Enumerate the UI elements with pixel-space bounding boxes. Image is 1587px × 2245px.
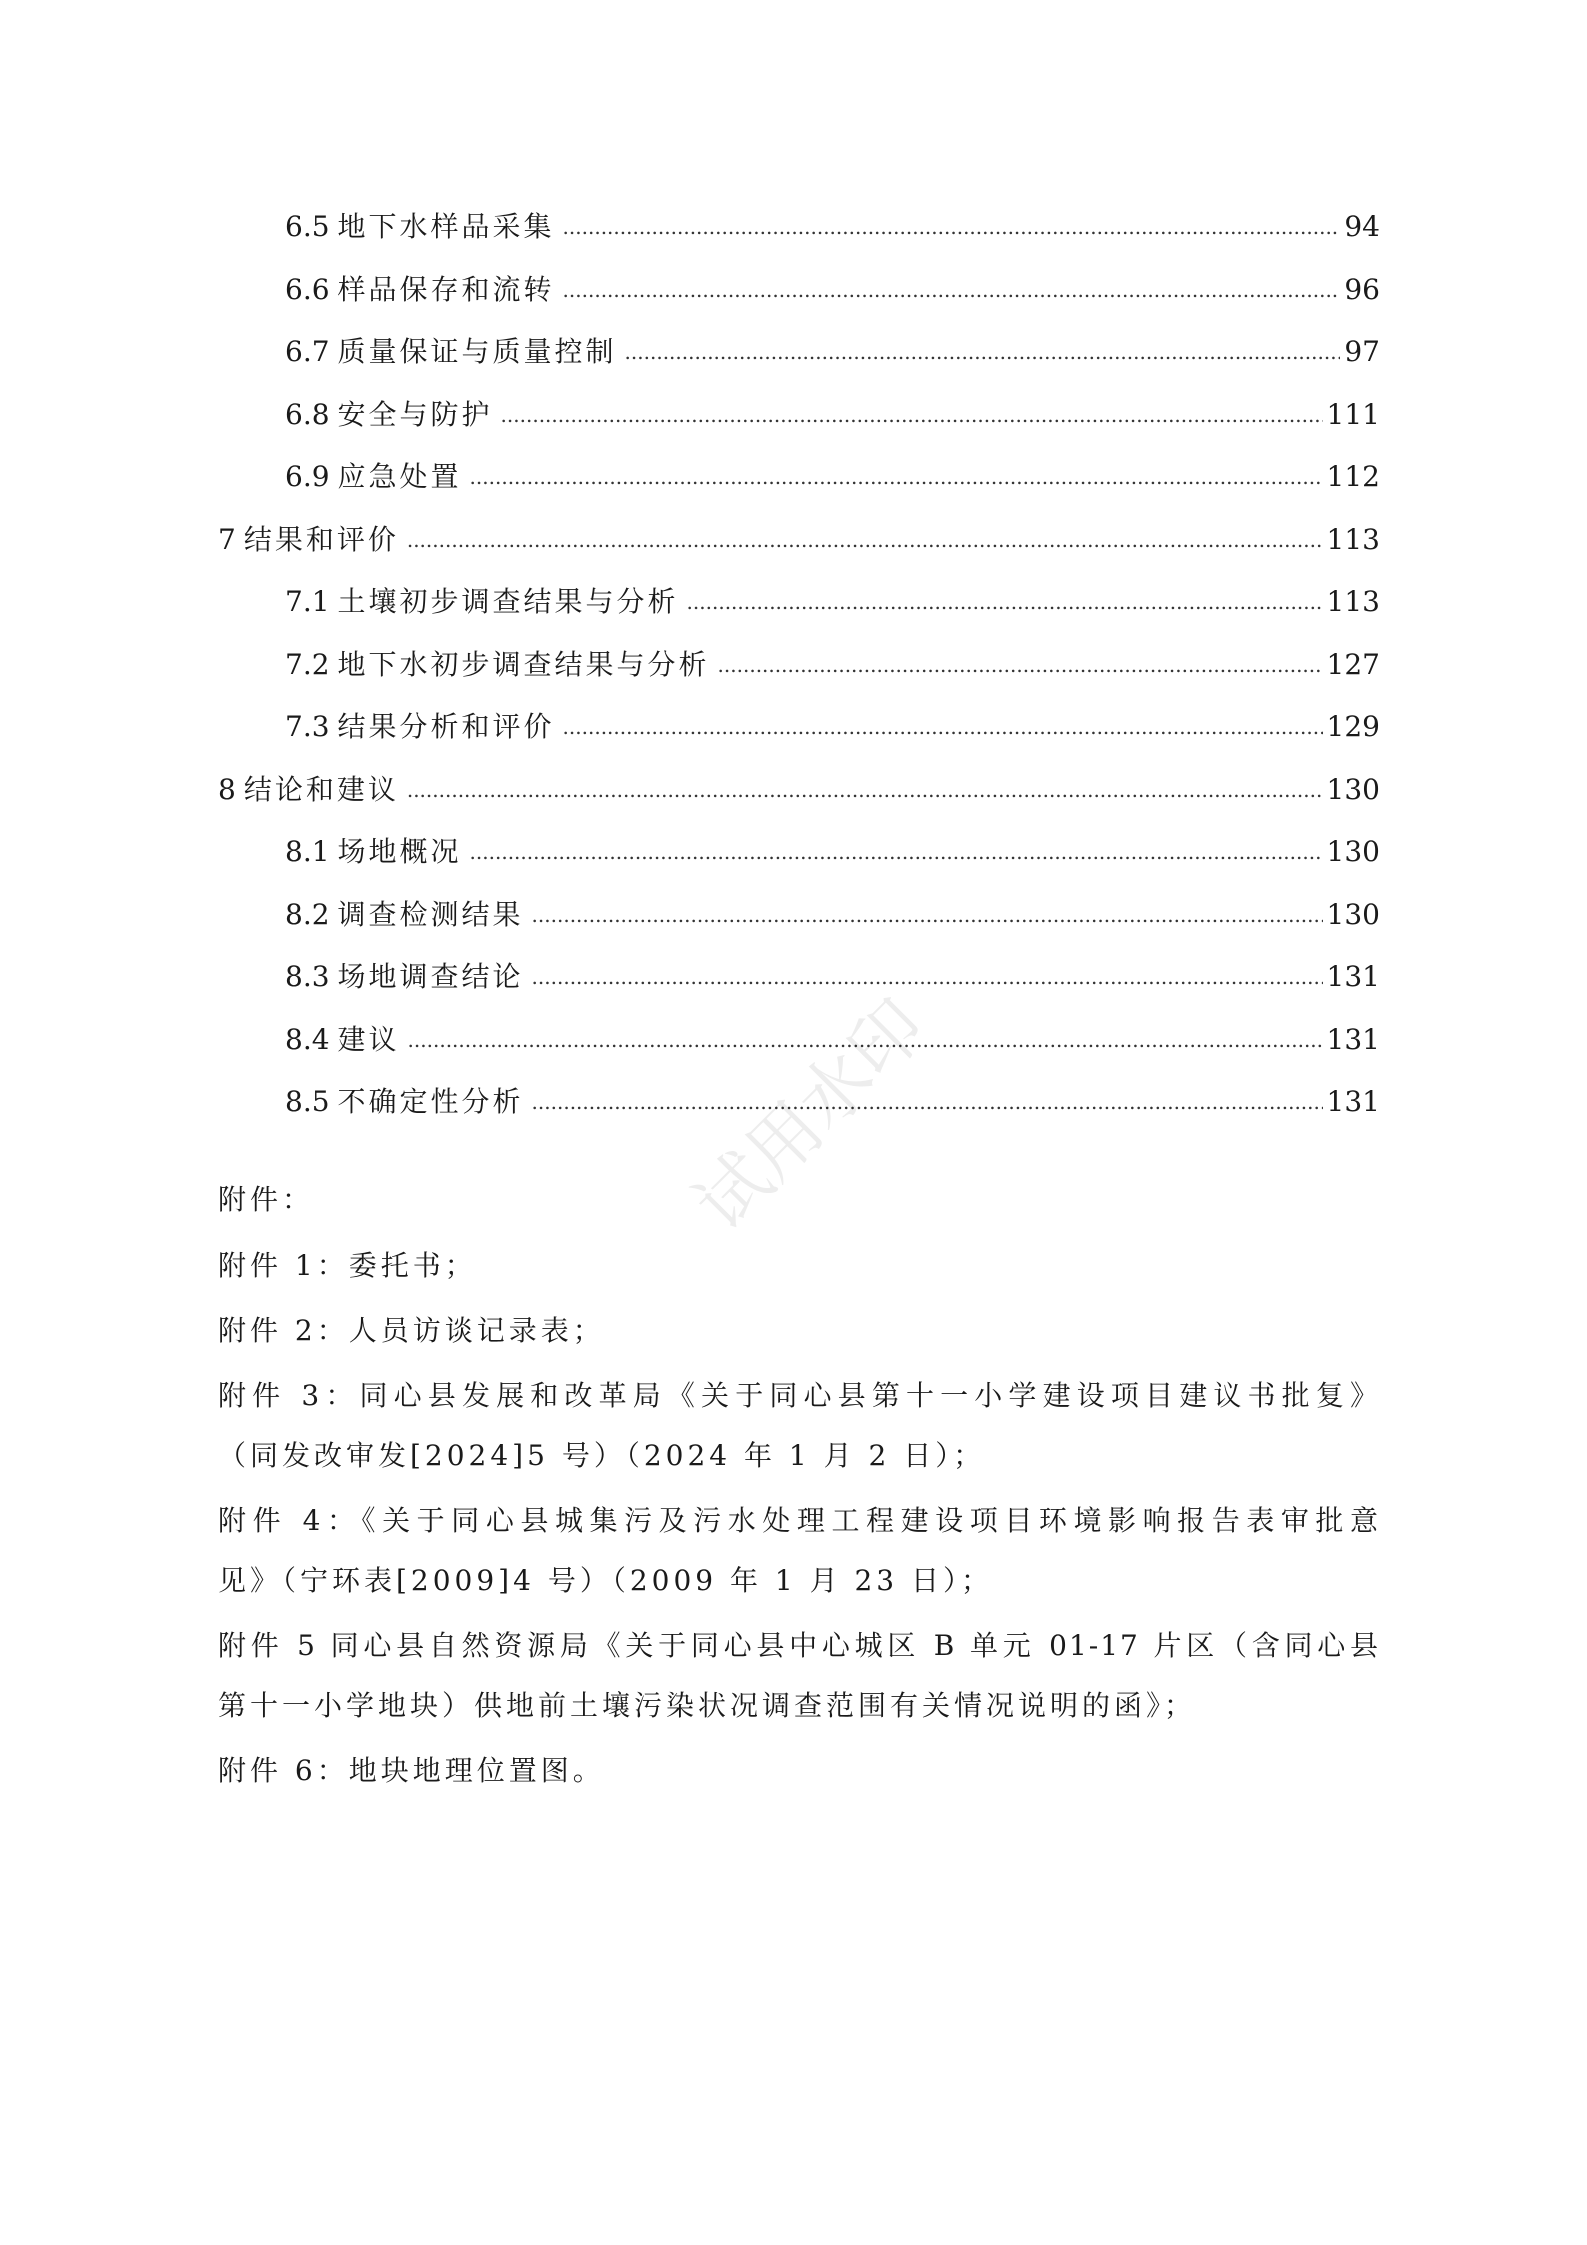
toc-dot-leader — [718, 653, 1323, 677]
toc-entry[interactable] — [285, 205, 1380, 245]
attachment-line: 附件 2：人员访谈记录表； — [218, 1314, 605, 1347]
toc-entry-page: 130 — [1326, 898, 1380, 931]
toc-dot-leader — [470, 465, 1323, 489]
toc-entry[interactable] — [285, 643, 1380, 683]
toc-entry[interactable] — [285, 580, 1380, 620]
toc-entry[interactable] — [285, 955, 1380, 995]
toc-dot-leader — [532, 1090, 1323, 1114]
toc-entry-title: 结果和评价 — [243, 523, 399, 556]
toc-dot-leader — [532, 903, 1323, 927]
toc-entry-page: 127 — [1326, 648, 1380, 681]
attachments-heading: 附件： — [218, 1183, 315, 1216]
toc-entry-page: 97 — [1344, 335, 1380, 368]
toc-entry-page: 129 — [1326, 710, 1380, 743]
toc-entry-page: 131 — [1326, 1085, 1380, 1118]
toc-dot-leader — [470, 840, 1323, 864]
toc-entry-number: 6.6 — [285, 273, 330, 306]
toc-dot-leader — [563, 278, 1341, 302]
toc-entry-title: 安全与防护 — [337, 398, 493, 431]
toc-entry-number: 6.7 — [285, 335, 330, 368]
toc-entry-title: 场地概况 — [337, 835, 462, 868]
toc-entry-title: 场地调查结论 — [337, 960, 524, 993]
toc-dot-leader — [625, 340, 1341, 364]
toc-entry-title: 地下水样品采集 — [337, 210, 555, 243]
toc-entry-number: 8.3 — [285, 960, 330, 993]
attachment-line: 附件 1：委托书； — [218, 1249, 477, 1282]
toc-entry-title: 地下水初步调查结果与分析 — [337, 648, 710, 681]
toc-entry-page: 96 — [1344, 273, 1380, 306]
toc-entry-number: 8.1 — [285, 835, 330, 868]
toc-entry[interactable] — [285, 830, 1380, 870]
toc-dot-leader — [407, 528, 1323, 552]
attachment-line: （同发改审发[2024]5 号）（2024 年 1 月 2 日）； — [218, 1439, 986, 1472]
toc-entry-page: 131 — [1326, 1023, 1380, 1056]
toc-entry-page: 113 — [1326, 523, 1380, 556]
toc-dot-leader — [563, 715, 1323, 739]
toc-entry[interactable] — [285, 893, 1380, 933]
toc-entry-title: 结论和建议 — [243, 773, 399, 806]
toc-entry-number: 7.1 — [285, 585, 330, 618]
toc-entry[interactable] — [218, 768, 1380, 808]
toc-entry-title: 质量保证与质量控制 — [337, 335, 617, 368]
toc-entry-title: 调查检测结果 — [337, 898, 524, 931]
toc-entry[interactable] — [285, 330, 1380, 370]
toc-entry[interactable] — [285, 268, 1380, 308]
attachment-line: 附件 5 同心县自然资源局《关于同心县中心城区 B 单元 01-17 片区（含同心县 — [218, 1629, 1380, 1662]
toc-entry-title: 样品保存和流转 — [337, 273, 555, 306]
attachment-line: 附件 3：同心县发展和改革局《关于同心县第十一小学建设项目建议书批复》 — [218, 1379, 1380, 1412]
toc-entry[interactable] — [285, 393, 1380, 433]
toc-entry-page: 111 — [1326, 398, 1380, 431]
toc-entry-title: 结果分析和评价 — [337, 710, 555, 743]
toc-entry-number: 6.8 — [285, 398, 330, 431]
toc-entry-number: 6.9 — [285, 460, 330, 493]
toc-entry-number: 7 — [218, 523, 236, 556]
toc-dot-leader — [563, 215, 1341, 239]
toc-entry-number: 7.3 — [285, 710, 330, 743]
trial-watermark: 试用水印 — [678, 983, 942, 1247]
attachment-line: 见》（宁环表[2009]4 号）（2009 年 1 月 23 日）； — [218, 1564, 994, 1597]
toc-dot-leader — [501, 403, 1323, 427]
toc-entry-number: 7.2 — [285, 648, 330, 681]
toc-entry-page: 112 — [1326, 460, 1380, 493]
toc-entry-title: 建议 — [337, 1023, 400, 1056]
toc-entry[interactable] — [285, 455, 1380, 495]
toc-entry-number: 8.5 — [285, 1085, 330, 1118]
toc-entry-page: 113 — [1326, 585, 1380, 618]
toc-entry-title: 土壤初步调查结果与分析 — [337, 585, 679, 618]
toc-entry-title: 不确定性分析 — [337, 1085, 524, 1118]
toc-entry-number: 8.2 — [285, 898, 330, 931]
toc-entry-number: 8.4 — [285, 1023, 330, 1056]
toc-entry-number: 6.5 — [285, 210, 330, 243]
toc-entry[interactable] — [285, 705, 1380, 745]
attachment-line: 附件 6：地块地理位置图。 — [218, 1754, 605, 1787]
toc-dot-leader — [687, 590, 1323, 614]
toc-entry-page: 94 — [1344, 210, 1380, 243]
attachment-line: 第十一小学地块）供地前土壤污染状况调查范围有关情况说明的函》； — [218, 1689, 1197, 1722]
toc-entry-page: 130 — [1326, 773, 1380, 806]
toc-entry-title: 应急处置 — [337, 460, 462, 493]
toc-entry-number: 8 — [218, 773, 236, 806]
toc-entry-page: 131 — [1326, 960, 1380, 993]
toc-entry-page: 130 — [1326, 835, 1380, 868]
toc-dot-leader — [407, 778, 1323, 802]
toc-entry[interactable] — [218, 518, 1380, 558]
attachment-line: 附件 4：《关于同心县城集污及污水处理工程建设项目环境影响报告表审批意 — [218, 1504, 1380, 1537]
